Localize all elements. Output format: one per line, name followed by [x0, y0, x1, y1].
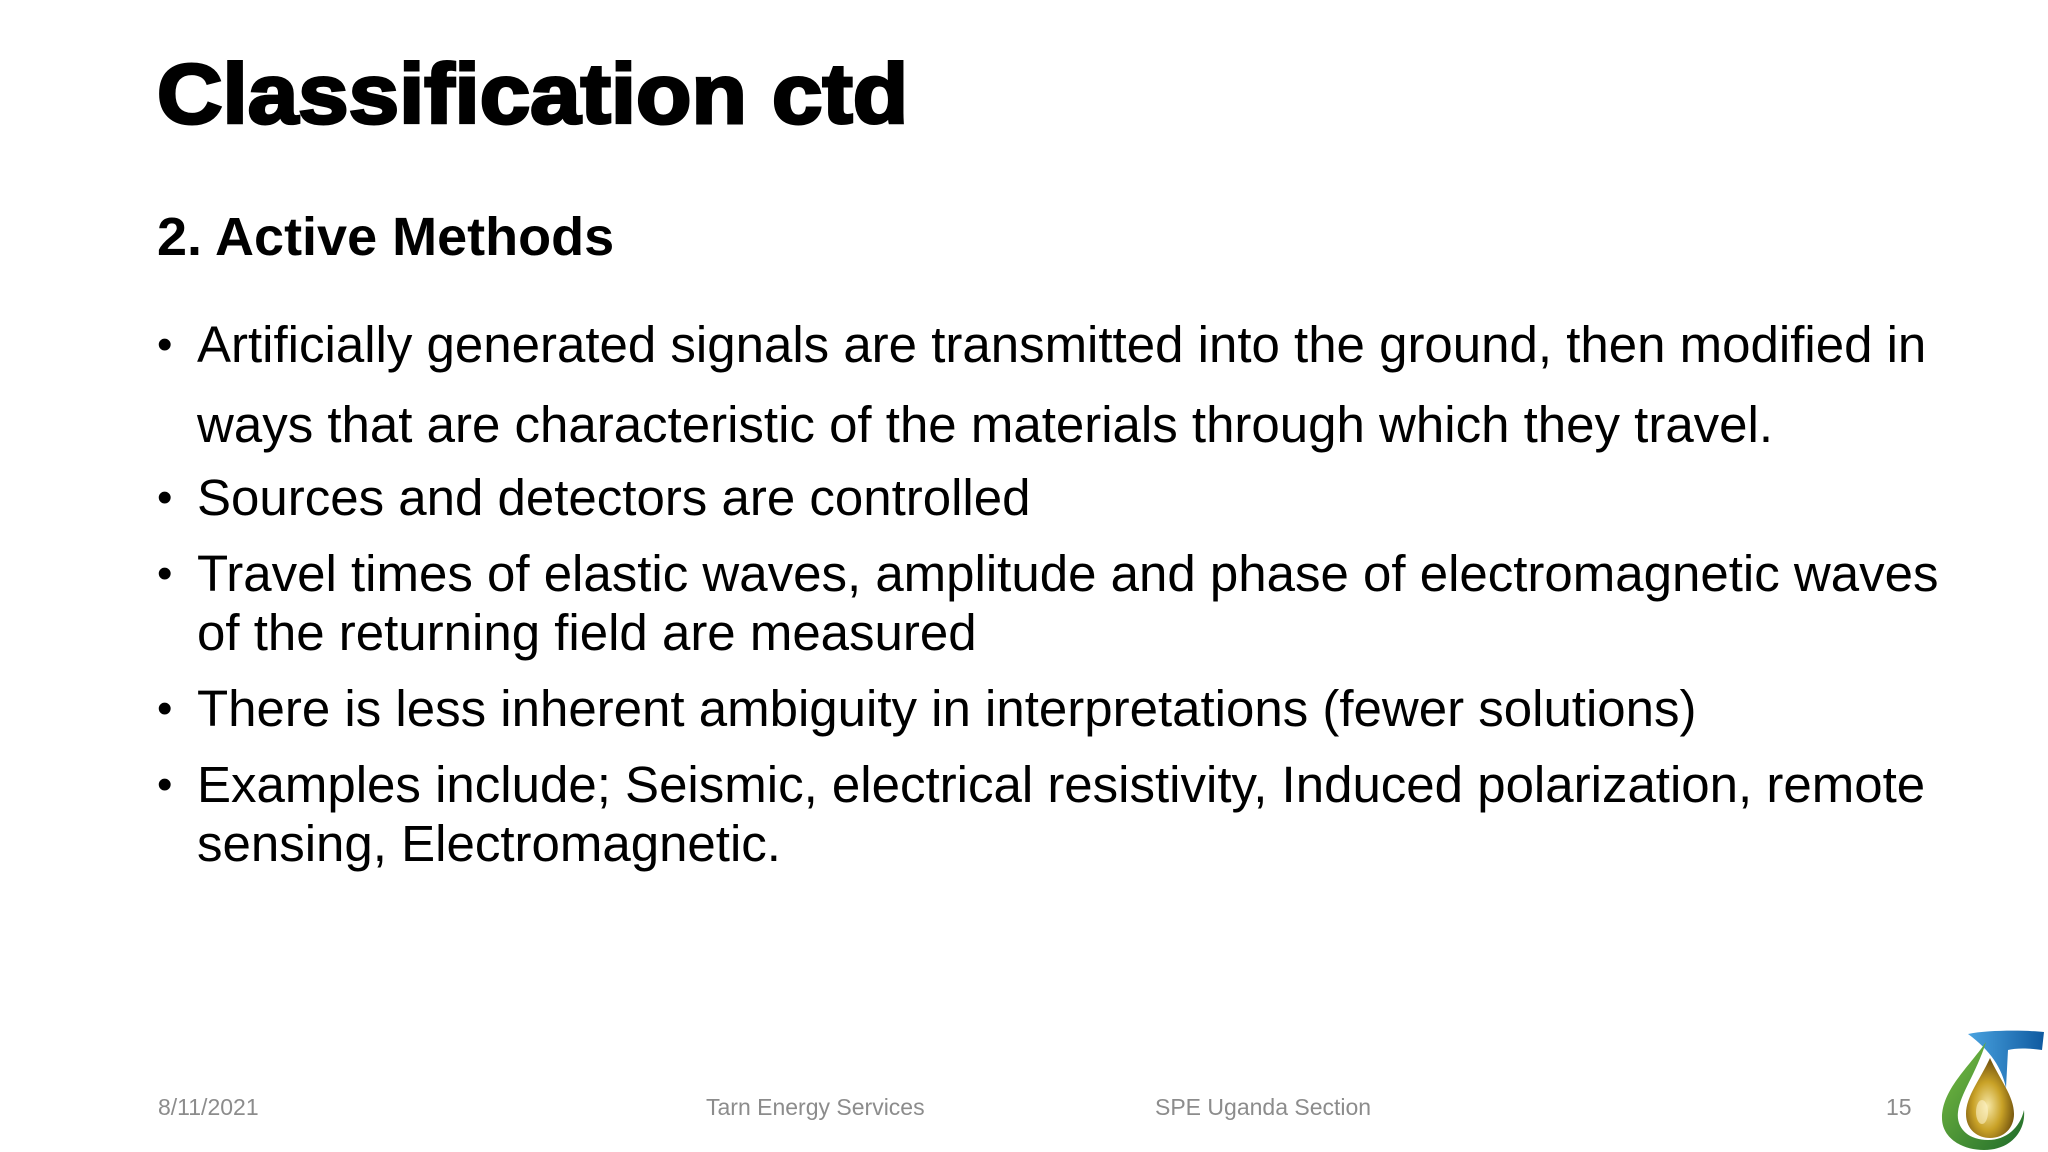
bullet-icon: •	[157, 549, 173, 598]
slide-title: Classification ctd	[157, 47, 909, 141]
company-logo-droplet-icon	[1928, 1028, 2046, 1152]
section-heading: 2. Active Methods	[157, 207, 615, 267]
bullet-icon: •	[157, 320, 173, 369]
bullet-icon: •	[157, 760, 173, 809]
bullet-icon: •	[157, 473, 173, 522]
footer-date: 8/11/2021	[158, 1094, 259, 1120]
bullet-text: Sources and detectors are controlled	[197, 469, 1031, 526]
footer-company: Tarn Energy Services	[706, 1094, 925, 1120]
bullet-item	[157, 755, 1957, 873]
bullet-text: There is less inherent ambiguity in interpretations (fewer solutions)	[197, 680, 1697, 737]
page-number: 15	[1886, 1094, 1912, 1120]
footer-section: SPE Uganda Section	[1155, 1094, 1372, 1120]
bullet-text: Artificially generated signals are transmitted into the ground, then modified in ways that are characteristic of the materials through which they travel.	[197, 316, 1927, 453]
bullet-item	[157, 544, 1957, 662]
bullet-text: Travel times of elastic waves, amplitude and phase of electromagnetic waves of the returning field are measured	[197, 545, 1939, 661]
bullet-icon: •	[157, 684, 173, 733]
bullet-item	[157, 679, 1957, 738]
bullet-list	[157, 305, 1957, 890]
bullet-item	[157, 305, 1957, 465]
bullet-item	[157, 468, 1957, 527]
bullet-text: Examples include; Seismic, electrical resistivity, Induced polarization, remote sensing, Electromagnetic.	[197, 756, 1926, 872]
